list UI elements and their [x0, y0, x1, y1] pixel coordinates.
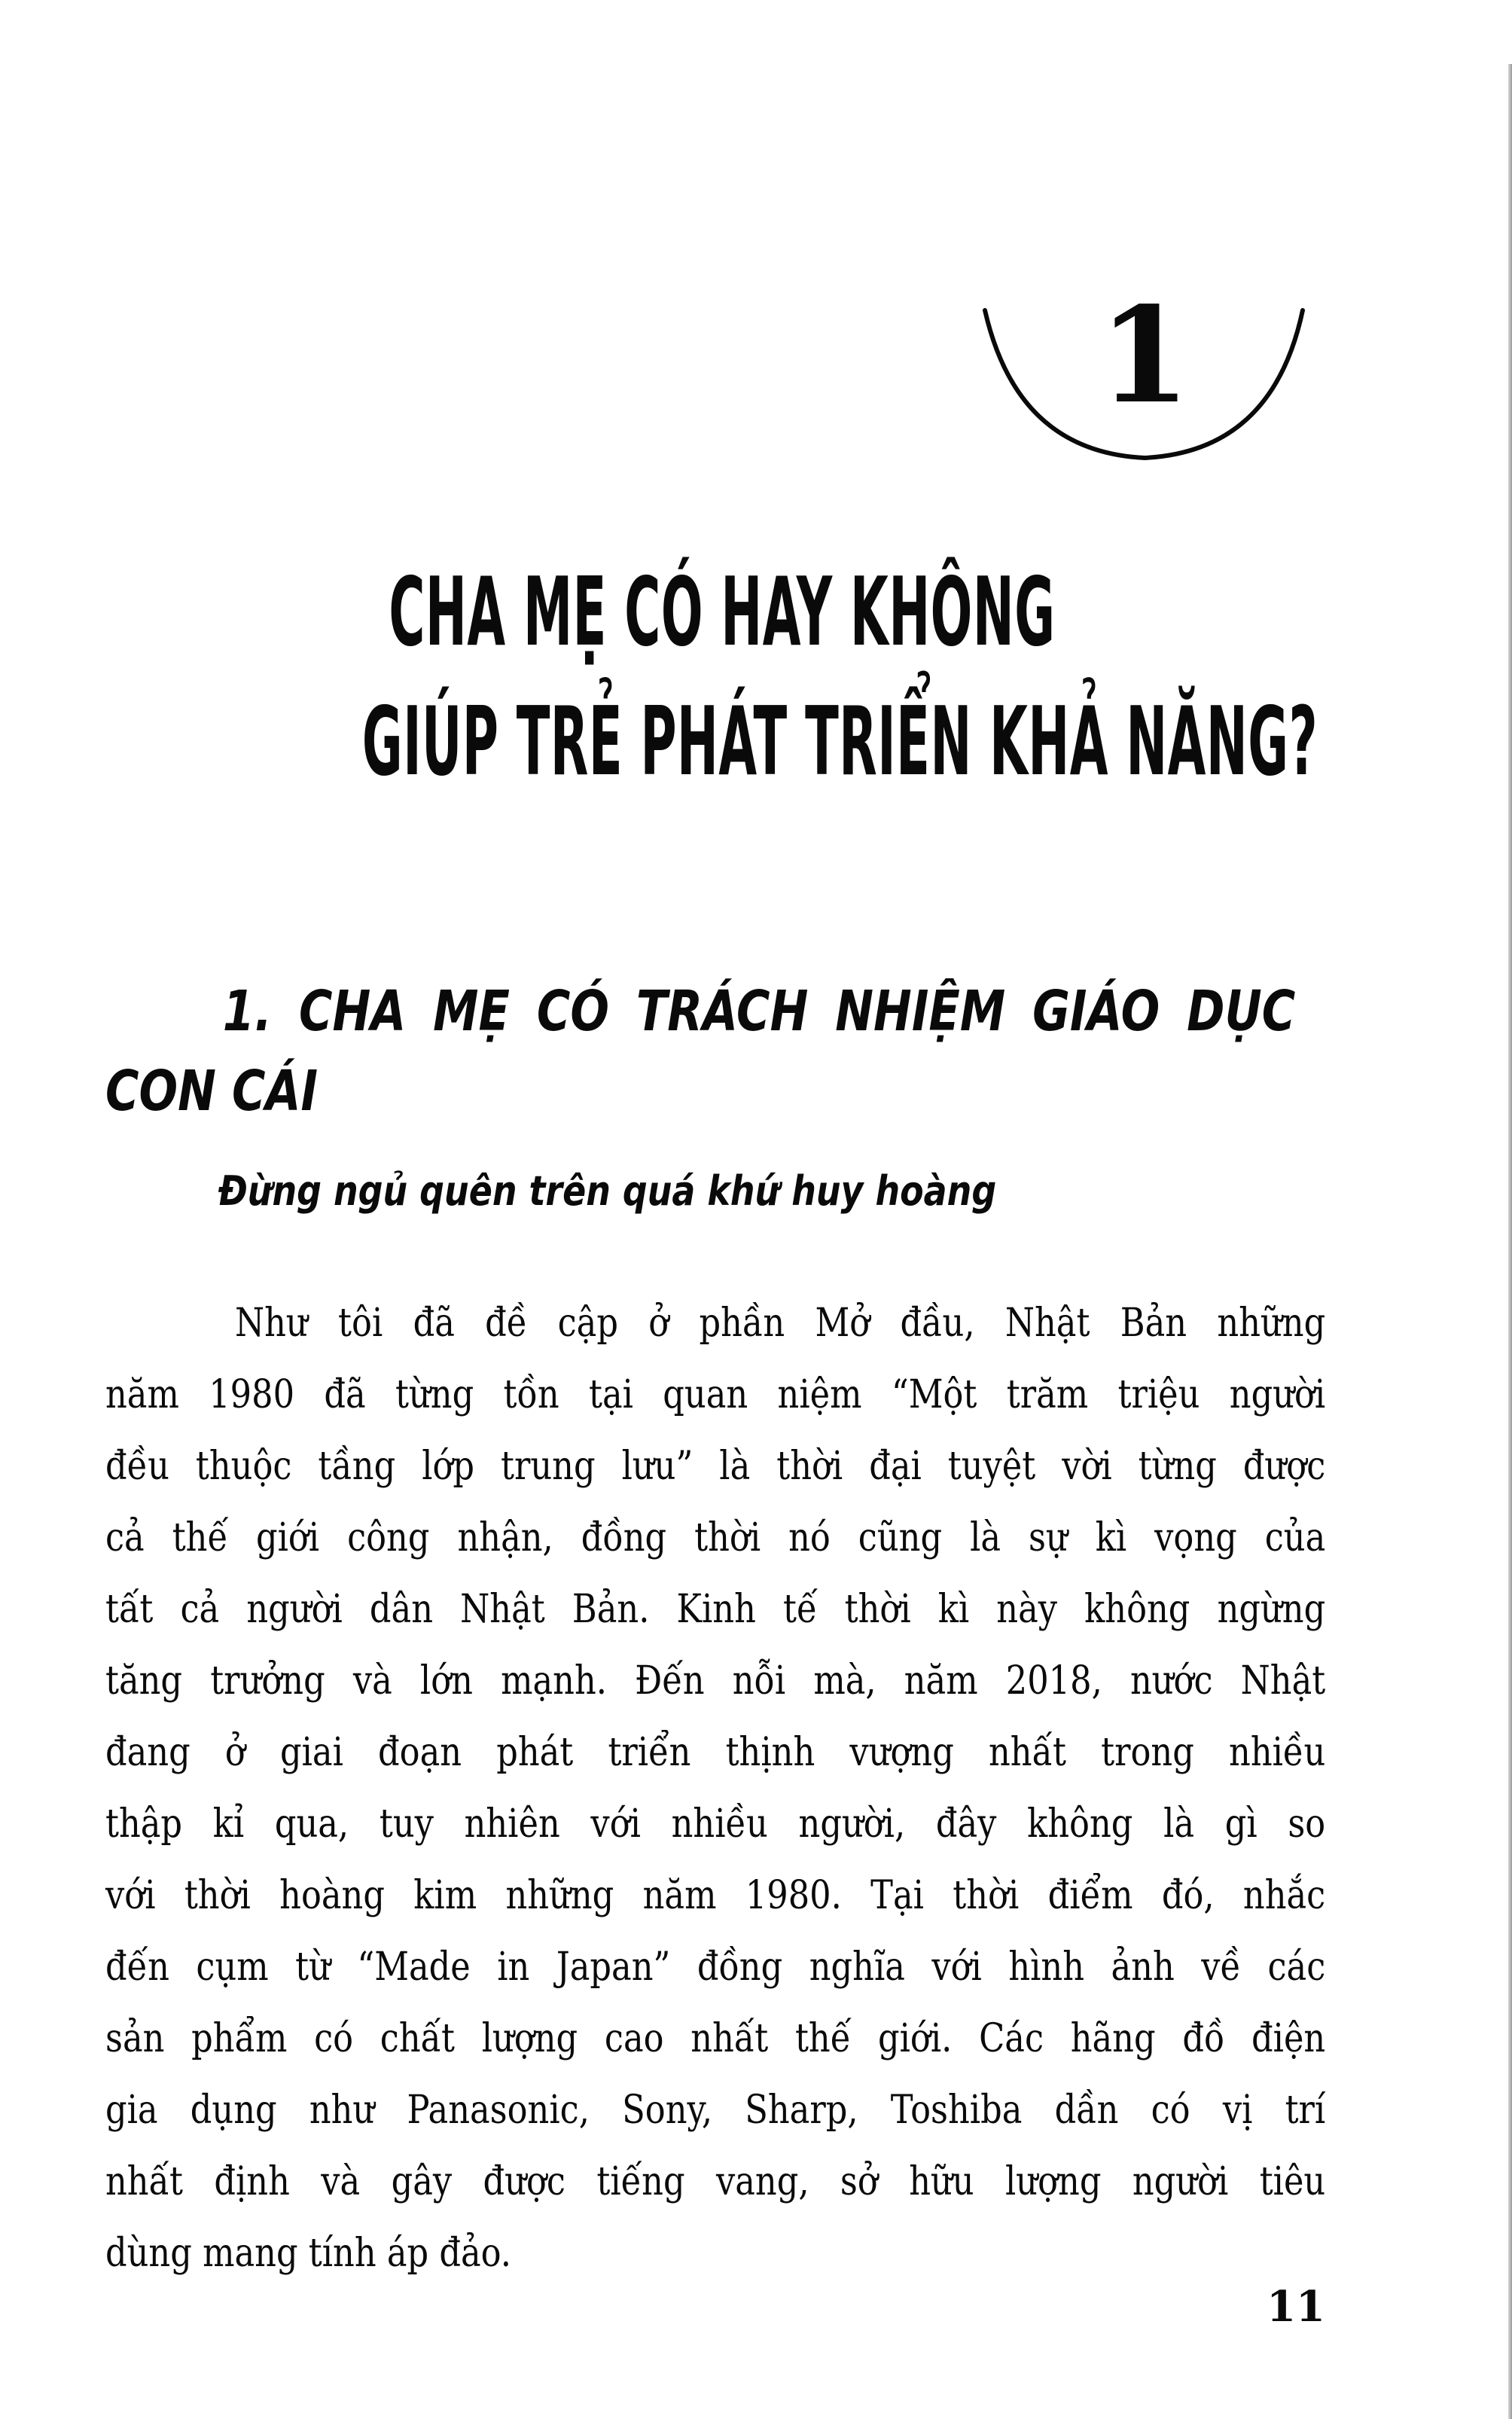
page-edge-shadow [1508, 64, 1512, 2419]
body-line: với thời hoàng kim những năm 1980. Tại thời điểm đó, nhắc [105, 1873, 1326, 1918]
body-line: tất cả người dân Nhật Bản. Kinh tế thời kì này không ngừng [105, 1587, 1326, 1632]
body-line: cả thế giới công nhận, đồng thời nó cũng là sự kì vọng của [105, 1515, 1326, 1560]
chapter-number: 1 [1099, 279, 1190, 433]
page-number: 11 [1267, 2282, 1325, 2332]
body-line: Như tôi đã đề cập ở phần Mở đầu, Nhật Bản những [235, 1301, 1326, 1346]
section-heading-line-2: CON CÁI [105, 1059, 319, 1124]
body-line: sản phẩm có chất lượng cao nhất thế giới. Các hãng đồ điện [105, 2016, 1326, 2061]
chapter-title-line-2: GIÚP TRẺ PHÁT TRIỂN KHẢ NĂNG? [361, 686, 1318, 797]
body-line: đang ở giai đoạn phát triển thịnh vượng nhất trong nhiều [105, 1730, 1326, 1775]
section-heading-line-1: 1. CHA MẸ CÓ TRÁCH NHIỆM GIÁO DỤC [222, 979, 1296, 1044]
section-heading [105, 972, 1296, 1131]
body-paragraph [105, 1288, 1325, 2289]
chapter-title-line-1: CHA MẸ CÓ HAY KHÔNG [389, 557, 1056, 667]
body-line: đều thuộc tầng lớp trung lưu” là thời đại tuyệt vời từng được [105, 1444, 1326, 1489]
body-line: thập kỉ qua, tuy nhiên với nhiều người, đây không là gì so [105, 1801, 1326, 1847]
body-line: tăng trưởng và lớn mạnh. Đến nỗi mà, năm 2018, nước Nhật [105, 1658, 1326, 1704]
body-line: dùng mang tính áp đảo. [105, 2231, 512, 2276]
subheading: Đừng ngủ quên trên quá khứ huy hoàng [218, 1167, 997, 1215]
body-line: năm 1980 đã từng tồn tại quan niệm “Một trăm triệu người [105, 1372, 1326, 1417]
body-line: đến cụm từ “Made in Japan” đồng nghĩa với hình ảnh về các [105, 1945, 1326, 1990]
body-line: gia dụng như Panasonic, Sony, Sharp, Toshiba dần có vị trí [105, 2088, 1326, 2133]
chapter-mark [979, 271, 1310, 467]
body-line: nhất định và gây được tiếng vang, sở hữu lượng người tiêu [105, 2159, 1326, 2204]
